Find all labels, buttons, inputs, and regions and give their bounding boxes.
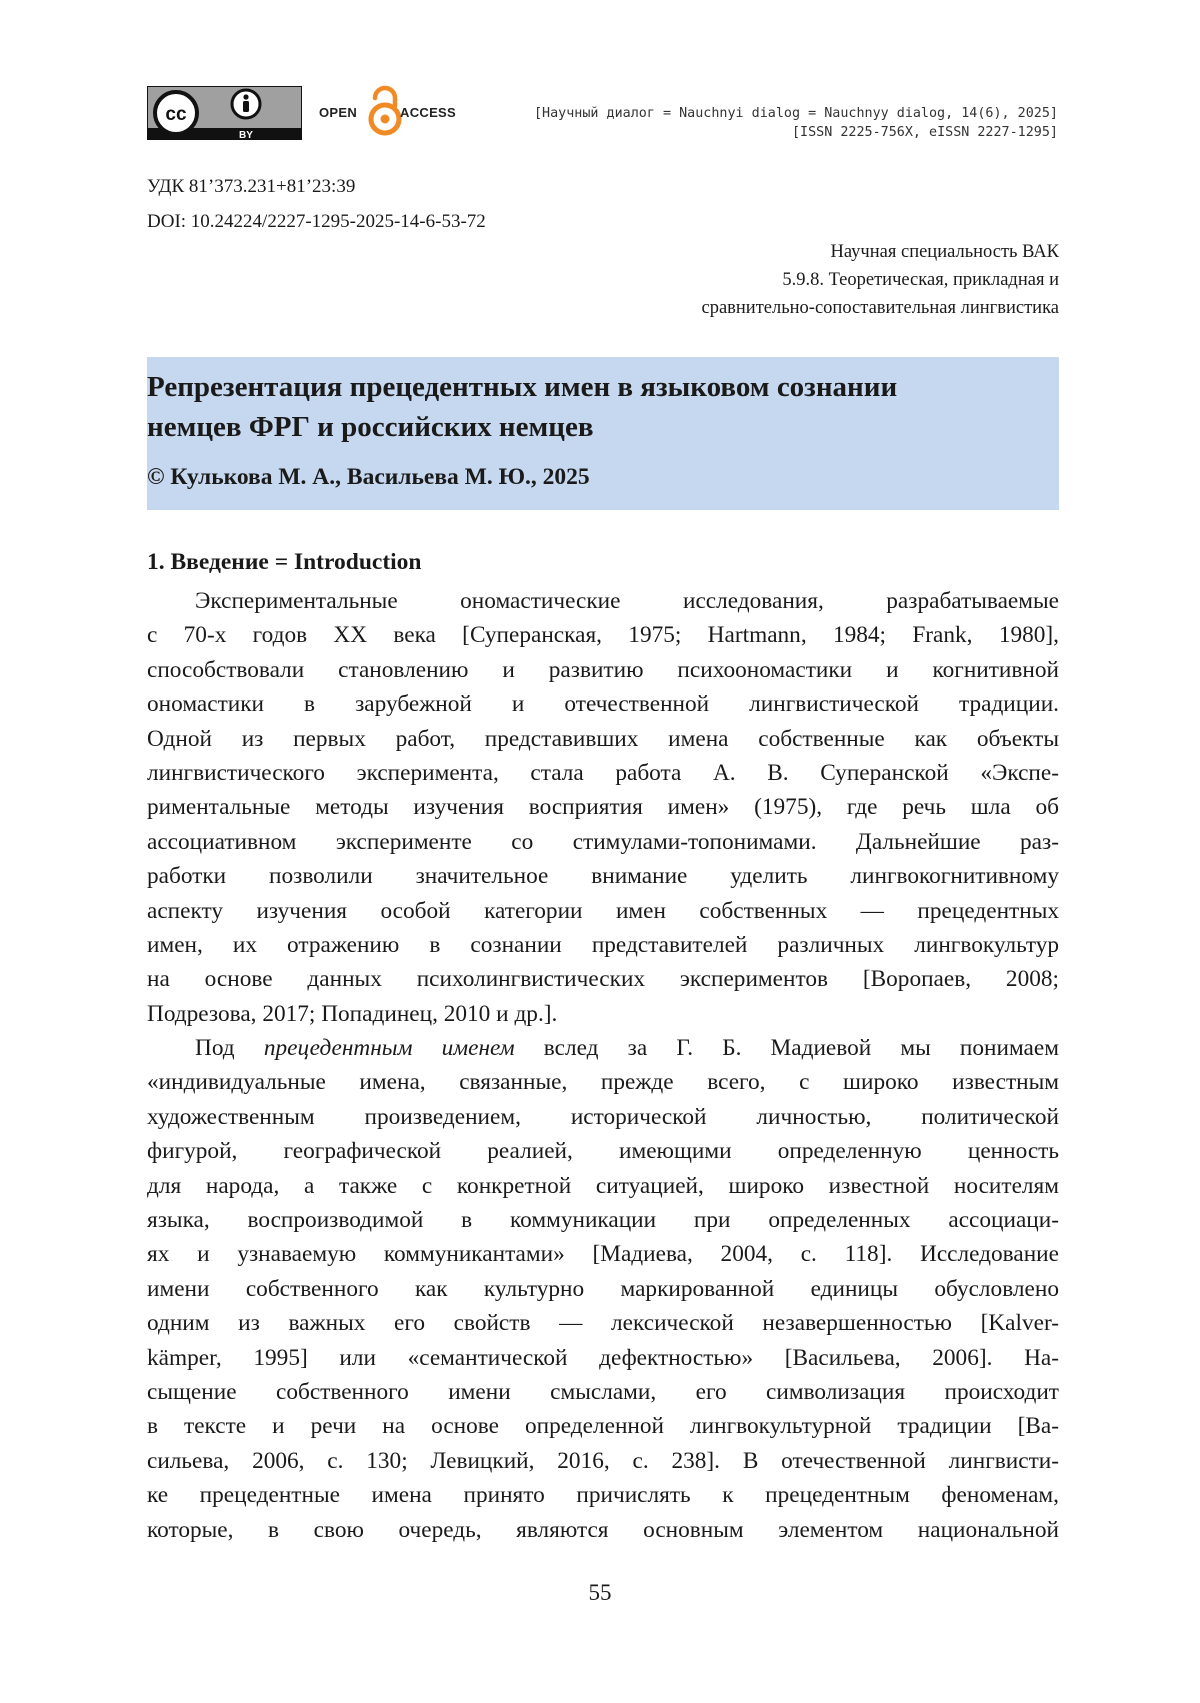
text-line: которые, в свою очередь, являются основным элементом национальной: [147, 1516, 1059, 1543]
doi: DOI: 10.24224/2227-1295-2025-14-6-53-72: [147, 211, 486, 232]
speciality-line: Научная специальность ВАК: [830, 242, 1059, 262]
udk-code: УДК 81’373.231+81’23:39: [147, 176, 356, 197]
journal-issn: [ISSN 2225-756X, eISSN 2227-1295]: [791, 125, 1058, 140]
text-line: Одной из первых работ, представивших имена собственные как объекты: [147, 725, 1059, 752]
title-line: немцев ФРГ и российских немцев: [147, 411, 594, 443]
text-line: способствовали становлению и развитию психоономастики и когнитивной: [147, 656, 1059, 683]
paragraph-2-lines: [147, 1065, 1059, 1546]
text-line: ономастики в зарубежной и отечественной лингвистической традиции.: [147, 691, 1059, 718]
italic-term: прецедентным именем: [263, 1035, 515, 1062]
paragraph-2: [147, 1031, 1059, 1547]
text-line: в тексте и речи на основе определенной лингвокультурной традиции [Ва-: [147, 1413, 1059, 1440]
paragraph-1: [147, 584, 1059, 1031]
cc-icon: [155, 92, 197, 134]
text-line: kämper, 1995] или «семантической дефектностью» [Васильева, 2006]. На-: [147, 1344, 1059, 1371]
open-access-label-right: ACCESS: [400, 105, 456, 120]
text-line: ассоциативном эксперименте со стимулами-топонимами. Дальнейшие раз-: [147, 828, 1059, 855]
speciality-line: сравнительно-сопоставительная лингвистика: [701, 298, 1059, 318]
cc-by-license-badge: [147, 86, 302, 140]
text-line: имен, их отражению в сознании представителей различных лингвокультур: [147, 931, 1059, 958]
journal-citation: [Научный диалог = Nauchnyi dialog = Nauchnyy dialog, 14(6), 2025]: [533, 106, 1058, 121]
journal-reference: [534, 104, 1058, 142]
text-line: аспекту изучения особой категории имен собственных — прецедентных: [147, 897, 1059, 924]
section-heading: 1. Введение = Introduction: [147, 549, 422, 575]
text-line: Под прецедентным именем вслед за Г. Б. Мадиевой мы понимаем: [195, 1035, 1059, 1062]
authors-copyright: © Кулькова М. А., Васильева М. Ю., 2025: [147, 464, 590, 490]
text-line: для народа, а также с конкретной ситуацией, широко известной носителям: [147, 1172, 1059, 1199]
text-line: сыщение собственного имени смыслами, его символизация происходит: [147, 1378, 1059, 1405]
text-line: языка, воспроизводимой в коммуникации при определенных ассоциаци-: [147, 1207, 1059, 1234]
text-line: художественным произведением, исторической личностью, политической: [147, 1103, 1059, 1130]
page-number: 55: [588, 1580, 612, 1605]
text-line: ях и узнаваемую коммуникантами» [Мадиева, 2004, с. 118]. Исследование: [147, 1241, 1059, 1268]
text-line: имени собственного как культурно маркированной единицы обусловлено: [147, 1275, 1059, 1302]
text-line: работки позволили значительное внимание уделить лингвокогнитивному: [147, 863, 1059, 890]
text-line: фигурой, географической реалией, имеющими определенную ценность: [147, 1138, 1059, 1165]
title-line: Репрезентация прецедентных имен в языковом сознании: [147, 371, 898, 403]
attribution-person-icon: [232, 90, 260, 118]
text-line: Экспериментальные ономастические исследования, разрабатываемые: [195, 588, 1059, 614]
text-line: риментальные методы изучения восприятия имен» (1975), где речь шла об: [147, 794, 1059, 821]
license-badge-text: BY: [239, 130, 253, 140]
article-title: [147, 367, 897, 447]
text-line: Подрезова, 2017; Попадинец, 2010 и др.].: [147, 1000, 558, 1027]
text-line: на основе данных психолингвистических экспериментов [Воропаев, 2008;: [147, 966, 1059, 993]
article-body: [147, 584, 1059, 1547]
title-block: [147, 357, 1059, 510]
text-line: ке прецедентные имена принято причислять к прецедентным феноменам,: [147, 1482, 1059, 1509]
vak-speciality: [701, 238, 1059, 322]
text-line: одним из важных его свойств — лексической незавершенностью [Kalver-: [147, 1310, 1059, 1337]
svg-text:cc: cc: [165, 104, 187, 125]
text-line: «индивидуальные имена, связанные, прежде всего, с широко известным: [147, 1069, 1059, 1096]
open-access-label-left: OPEN: [319, 105, 358, 120]
text-line: лингвистического эксперимента, стала работа А. В. Суперанской «Экспе-: [147, 759, 1059, 786]
text-line: с 70-х годов XX века [Суперанская, 1975; Hartmann, 1984; Frank, 1980],: [147, 622, 1059, 649]
speciality-line: 5.9.8. Теоретическая, прикладная и: [782, 270, 1059, 290]
text-line: сильева, 2006, с. 130; Левицкий, 2016, с. 238]. В отечественной лингвисти-: [147, 1447, 1059, 1474]
